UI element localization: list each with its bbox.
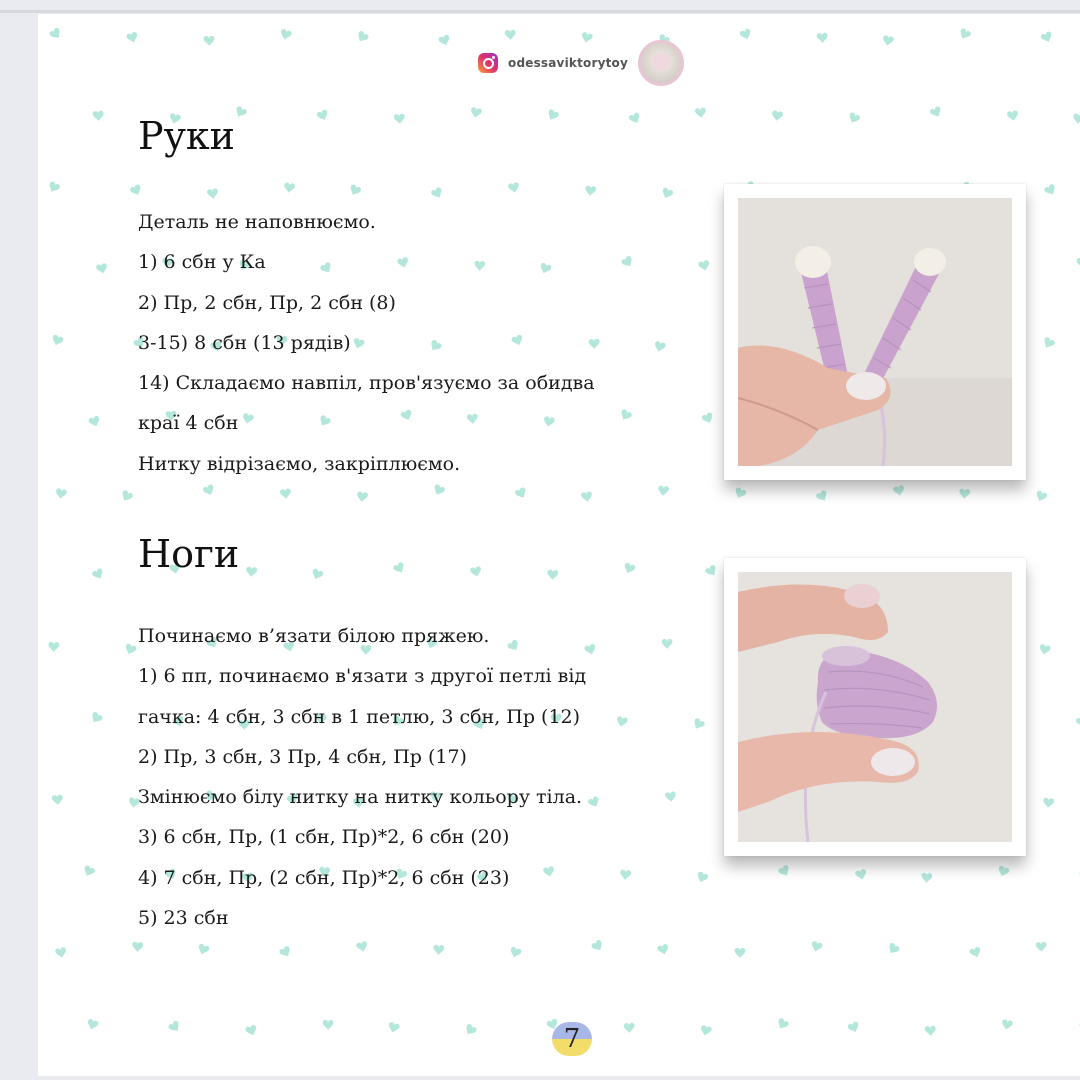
instruction-line: краї 4 сбн — [138, 412, 239, 435]
heart-icon — [546, 108, 560, 122]
heart-icon — [886, 942, 900, 956]
heart-icon — [1040, 31, 1054, 44]
heart-icon — [925, 1026, 937, 1037]
heart-icon — [392, 561, 406, 575]
instruction-line: 3) 6 сбн, Пр, (1 сбн, Пр)*2, 6 сбн (20) — [138, 826, 510, 849]
heart-icon — [739, 28, 753, 41]
instruction-line: Деталь не наповнюємо. — [138, 211, 376, 233]
heart-icon — [616, 716, 629, 728]
heart-icon — [847, 1021, 861, 1034]
heart-icon — [733, 487, 747, 500]
heart-icon — [246, 566, 258, 577]
top-border-line — [0, 10, 1080, 13]
heart-icon — [204, 36, 215, 46]
heart-icon — [470, 107, 482, 119]
heart-icon — [620, 255, 634, 269]
heart-icon — [508, 182, 520, 194]
heart-icon — [279, 29, 292, 41]
heart-icon — [665, 791, 677, 802]
heart-icon — [55, 488, 67, 500]
instruction-line: 3-15) 8 сбн (13 рядів) — [138, 331, 351, 354]
heart-icon — [1041, 336, 1055, 350]
heart-icon — [505, 30, 516, 40]
heart-icon — [55, 947, 68, 959]
heart-icon — [1075, 715, 1080, 729]
heart-icon — [202, 484, 216, 498]
heart-icon — [207, 188, 219, 199]
avatar — [638, 40, 684, 86]
heart-icon — [547, 570, 558, 581]
heart-icon — [51, 334, 64, 347]
heart-icon — [49, 27, 64, 41]
heart-icon — [775, 1017, 789, 1031]
heart-icon — [620, 870, 632, 881]
heart-icon — [124, 643, 138, 656]
heart-icon — [662, 639, 673, 649]
heart-icon — [1043, 797, 1055, 808]
heart-icon — [96, 263, 109, 275]
heart-icon — [628, 112, 642, 126]
heart-icon — [929, 106, 943, 120]
heart-icon — [1043, 183, 1057, 197]
instruction-line: Починаємо в’язати білою пряжею. — [138, 625, 490, 647]
heart-icon — [93, 111, 104, 122]
heart-icon — [691, 717, 705, 731]
instruction-line: 1) 6 пп, починаємо в'язати з другої петлі від — [138, 665, 587, 688]
heart-icon — [82, 865, 96, 879]
heart-icon — [509, 946, 522, 959]
heart-icon — [348, 184, 362, 198]
heart-icon — [168, 1020, 183, 1034]
heart-icon — [653, 341, 666, 353]
heart-icon — [1034, 490, 1048, 503]
legs-photo — [738, 572, 1012, 842]
heart-icon — [847, 112, 861, 126]
page-header — [478, 40, 684, 86]
instruction-line: Нитку відрізаємо, закріплюємо. — [138, 452, 461, 475]
heart-icon — [129, 184, 143, 198]
pattern-page — [38, 14, 1080, 1076]
heart-icon — [52, 795, 64, 806]
instruction-line: 4) 7 сбн, Пр, (2 сбн, Пр)*2, 6 сбн (23) — [138, 866, 510, 889]
heart-icon — [1007, 110, 1019, 122]
heart-icon — [387, 1022, 400, 1034]
heart-icon — [245, 1024, 258, 1037]
heart-icon — [704, 564, 718, 578]
heart-icon — [47, 181, 61, 195]
heart-icon — [735, 948, 746, 958]
heart-icon — [323, 1020, 334, 1030]
heart-icon — [771, 110, 783, 121]
heart-icon — [233, 105, 247, 119]
heart-icon — [88, 415, 102, 428]
heart-icon — [959, 489, 971, 500]
heart-icon — [283, 182, 295, 193]
heart-icon — [957, 27, 971, 41]
heart-icon — [997, 865, 1011, 878]
instagram-icon — [478, 53, 498, 73]
heart-icon — [48, 642, 59, 652]
heart-icon — [591, 939, 605, 953]
instruction-line: 2) Пр, 2 сбн, Пр, 2 сбн (8) — [138, 291, 396, 314]
page-number: 7 — [563, 1024, 581, 1054]
heart-icon — [432, 484, 446, 498]
heart-icon — [356, 941, 369, 953]
heart-icon — [921, 873, 932, 883]
heart-icon — [470, 566, 483, 578]
legs-photo-frame — [724, 558, 1026, 856]
heart-icon — [581, 491, 593, 503]
heart-icon — [278, 945, 292, 959]
heart-icon — [969, 946, 982, 959]
legs-instructions — [138, 616, 586, 938]
heart-icon — [777, 864, 791, 878]
heart-icon — [699, 1025, 712, 1037]
heart-icon — [855, 869, 868, 881]
heart-icon — [695, 107, 707, 118]
page-number-badge — [552, 1022, 592, 1056]
arms-photo-frame — [724, 184, 1026, 480]
heart-icon — [196, 943, 210, 956]
heart-icon — [126, 31, 139, 44]
instruction-line: 14) Складаємо навпіл, пров'язуємо за обидва — [138, 372, 595, 395]
heart-icon — [86, 1018, 99, 1031]
heart-icon — [355, 30, 369, 44]
heart-icon — [438, 34, 452, 47]
heart-icon — [660, 187, 674, 200]
heart-icon — [695, 871, 709, 884]
heart-icon — [394, 113, 406, 124]
heart-icon — [815, 489, 829, 503]
heart-icon — [514, 487, 528, 501]
heart-icon — [698, 260, 711, 272]
instruction-line: 1) 6 сбн у Ка — [138, 251, 266, 274]
instruction-line: Змінюємо білу нитку на нитку кольору тіла. — [138, 786, 583, 809]
heart-icon — [657, 943, 670, 956]
heart-icon — [1077, 258, 1080, 268]
heart-icon — [624, 1023, 635, 1033]
heart-icon — [585, 185, 597, 196]
heart-icon — [1001, 1019, 1014, 1031]
heart-icon — [280, 488, 292, 499]
instruction-line: 5) 23 сбн — [138, 907, 229, 930]
instruction-line: 2) Пр, 3 сбн, 3 Пр, 4 сбн, Пр (17) — [138, 745, 467, 768]
heart-icon — [433, 945, 444, 955]
heart-icon — [316, 109, 330, 122]
heart-icon — [587, 796, 601, 810]
heart-icon — [893, 485, 906, 497]
heart-icon — [132, 942, 143, 953]
heart-icon — [1076, 1020, 1080, 1034]
heart-icon — [91, 567, 105, 581]
arms-photo — [738, 198, 1012, 466]
heart-icon — [1038, 644, 1051, 656]
instagram-handle: odessaviktorytoy — [508, 56, 628, 70]
heart-icon — [430, 186, 444, 200]
heart-icon — [1036, 942, 1047, 952]
heart-icon — [89, 711, 103, 725]
heart-icon — [657, 485, 669, 496]
instruction-line: гачка: 4 сбн, 3 сбн в 1 петлю, 3 сбн, Пр (12) — [138, 705, 581, 728]
section-title-arms: Руки — [138, 114, 236, 158]
arms-instructions — [138, 202, 595, 484]
heart-icon — [701, 412, 715, 425]
heart-icon — [310, 568, 324, 581]
heart-icon — [622, 562, 636, 575]
heart-icon — [810, 940, 823, 953]
heart-icon — [463, 1023, 477, 1037]
heart-icon — [120, 489, 134, 503]
heart-icon — [618, 408, 632, 422]
heart-icon — [817, 33, 829, 44]
section-title-legs: Ноги — [138, 532, 240, 576]
heart-icon — [1072, 113, 1080, 124]
heart-icon — [356, 491, 368, 502]
heart-icon — [882, 35, 895, 47]
